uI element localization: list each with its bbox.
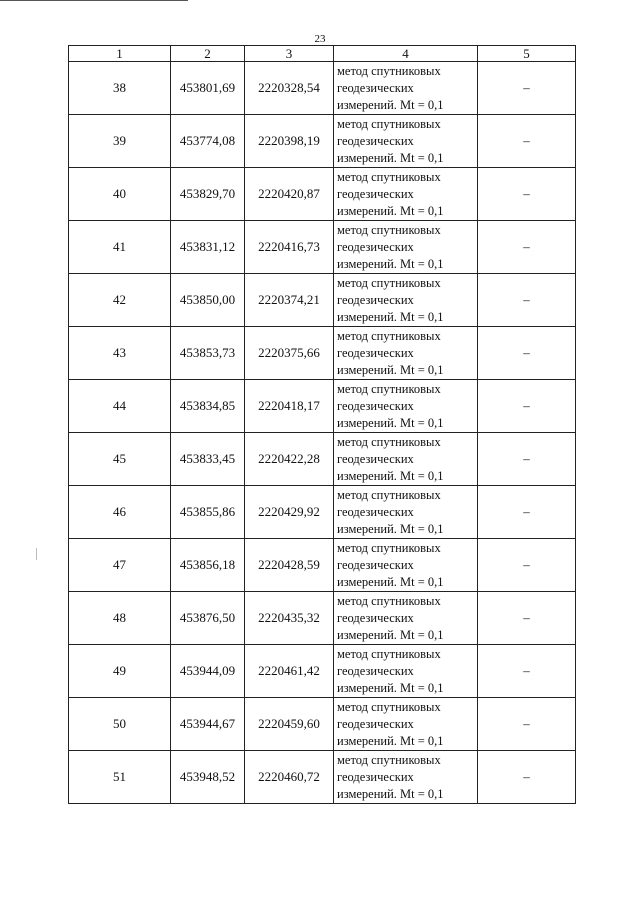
method-text-line: геодезических — [337, 292, 414, 307]
coord-x: 453850,00 — [171, 274, 245, 327]
coord-y: 2220460,72 — [245, 751, 334, 804]
method-cell — [334, 62, 478, 115]
method-cell — [334, 380, 478, 433]
method-cell — [334, 115, 478, 168]
method-text-line: метод спутниковых — [337, 752, 441, 767]
coord-x: 453948,52 — [171, 751, 245, 804]
coord-y: 2220418,17 — [245, 380, 334, 433]
coord-y: 2220416,73 — [245, 221, 334, 274]
point-number: 44 — [69, 380, 171, 433]
method-text-line: измерений. Mt = 0,1 — [337, 521, 444, 536]
table-row — [69, 115, 576, 168]
table-row — [69, 539, 576, 592]
coord-y: 2220429,92 — [245, 486, 334, 539]
method-cell — [334, 751, 478, 804]
method-text-line: измерений. Mt = 0,1 — [337, 309, 444, 324]
note-cell: – — [478, 274, 576, 327]
method-text-line: метод спутниковых — [337, 699, 441, 714]
coord-x: 453853,73 — [171, 327, 245, 380]
coord-y: 2220375,66 — [245, 327, 334, 380]
method-cell — [334, 433, 478, 486]
note-cell: – — [478, 486, 576, 539]
method-text-line: измерений. Mt = 0,1 — [337, 415, 444, 430]
coord-x: 453944,09 — [171, 645, 245, 698]
method-text-line: геодезических — [337, 557, 414, 572]
coord-x: 453774,08 — [171, 115, 245, 168]
method-cell — [334, 539, 478, 592]
table-row — [69, 274, 576, 327]
point-number: 48 — [69, 592, 171, 645]
coord-y: 2220428,59 — [245, 539, 334, 592]
method-text-line: измерений. Mt = 0,1 — [337, 362, 444, 377]
method-text-line: геодезических — [337, 239, 414, 254]
method-text-line: измерений. Mt = 0,1 — [337, 256, 444, 271]
note-cell: – — [478, 115, 576, 168]
method-text-line: геодезических — [337, 769, 414, 784]
coord-y: 2220435,32 — [245, 592, 334, 645]
method-text-line: геодезических — [337, 716, 414, 731]
note-cell: – — [478, 221, 576, 274]
method-cell — [334, 327, 478, 380]
note-cell: – — [478, 698, 576, 751]
table-row — [69, 62, 576, 115]
method-cell — [334, 486, 478, 539]
method-text-line: метод спутниковых — [337, 328, 441, 343]
point-number: 46 — [69, 486, 171, 539]
method-text-line: геодезических — [337, 186, 414, 201]
table-row — [69, 221, 576, 274]
method-cell — [334, 698, 478, 751]
method-text-line: геодезических — [337, 663, 414, 678]
point-number: 47 — [69, 539, 171, 592]
table-row — [69, 698, 576, 751]
point-number: 38 — [69, 62, 171, 115]
header-col-1: 1 — [69, 46, 171, 62]
method-text-line: метод спутниковых — [337, 487, 441, 502]
method-text-line: геодезических — [337, 133, 414, 148]
coord-x: 453944,67 — [171, 698, 245, 751]
note-cell: – — [478, 62, 576, 115]
header-col-2: 2 — [171, 46, 245, 62]
method-text-line: метод спутниковых — [337, 116, 441, 131]
note-cell: – — [478, 433, 576, 486]
coordinates-table — [68, 45, 576, 804]
coord-y: 2220420,87 — [245, 168, 334, 221]
note-cell: – — [478, 539, 576, 592]
table-row — [69, 486, 576, 539]
coord-y: 2220459,60 — [245, 698, 334, 751]
coord-y: 2220328,54 — [245, 62, 334, 115]
point-number: 51 — [69, 751, 171, 804]
method-text-line: метод спутниковых — [337, 275, 441, 290]
table-header — [69, 46, 576, 62]
method-cell — [334, 592, 478, 645]
coord-x: 453856,18 — [171, 539, 245, 592]
page-number: 23 — [314, 33, 326, 45]
header-row — [69, 46, 576, 62]
margin-mark — [36, 548, 37, 560]
method-text-line: метод спутниковых — [337, 593, 441, 608]
table-row — [69, 592, 576, 645]
table-body — [69, 62, 576, 804]
method-text-line: измерений. Mt = 0,1 — [337, 468, 444, 483]
method-text-line: измерений. Mt = 0,1 — [337, 627, 444, 642]
header-col-3: 3 — [245, 46, 334, 62]
method-cell — [334, 221, 478, 274]
method-text-line: измерений. Mt = 0,1 — [337, 203, 444, 218]
coord-x: 453831,12 — [171, 221, 245, 274]
point-number: 40 — [69, 168, 171, 221]
table-row — [69, 751, 576, 804]
method-text-line: метод спутниковых — [337, 63, 441, 78]
method-text-line: метод спутниковых — [337, 540, 441, 555]
point-number: 43 — [69, 327, 171, 380]
point-number: 42 — [69, 274, 171, 327]
note-cell: – — [478, 645, 576, 698]
note-cell: – — [478, 380, 576, 433]
coord-x: 453876,50 — [171, 592, 245, 645]
method-text-line: геодезических — [337, 398, 414, 413]
point-number: 41 — [69, 221, 171, 274]
point-number: 39 — [69, 115, 171, 168]
coord-x: 453801,69 — [171, 62, 245, 115]
coord-y: 2220422,28 — [245, 433, 334, 486]
table-row — [69, 433, 576, 486]
note-cell: – — [478, 592, 576, 645]
method-text-line: метод спутниковых — [337, 646, 441, 661]
method-text-line: геодезических — [337, 80, 414, 95]
method-text-line: метод спутниковых — [337, 381, 441, 396]
coord-y: 2220374,21 — [245, 274, 334, 327]
point-number: 49 — [69, 645, 171, 698]
note-cell: – — [478, 168, 576, 221]
method-text-line: геодезических — [337, 345, 414, 360]
method-text-line: метод спутниковых — [337, 222, 441, 237]
method-text-line: геодезических — [337, 451, 414, 466]
coord-y: 2220398,19 — [245, 115, 334, 168]
table-row — [69, 168, 576, 221]
method-text-line: измерений. Mt = 0,1 — [337, 786, 444, 801]
coord-y: 2220461,42 — [245, 645, 334, 698]
coord-x: 453829,70 — [171, 168, 245, 221]
method-text-line: метод спутниковых — [337, 169, 441, 184]
method-text-line: измерений. Mt = 0,1 — [337, 574, 444, 589]
note-cell: – — [478, 327, 576, 380]
header-col-4: 4 — [334, 46, 478, 62]
table-row — [69, 645, 576, 698]
header-col-5: 5 — [478, 46, 576, 62]
header-rule — [0, 0, 188, 1]
method-text-line: геодезических — [337, 610, 414, 625]
coord-x: 453834,85 — [171, 380, 245, 433]
method-text-line: измерений. Mt = 0,1 — [337, 680, 444, 695]
method-text-line: измерений. Mt = 0,1 — [337, 97, 444, 112]
coord-x: 453833,45 — [171, 433, 245, 486]
point-number: 50 — [69, 698, 171, 751]
table-row — [69, 327, 576, 380]
point-number: 45 — [69, 433, 171, 486]
method-text-line: геодезических — [337, 504, 414, 519]
method-text-line: измерений. Mt = 0,1 — [337, 733, 444, 748]
method-cell — [334, 274, 478, 327]
note-cell: – — [478, 751, 576, 804]
method-text-line: метод спутниковых — [337, 434, 441, 449]
coord-x: 453855,86 — [171, 486, 245, 539]
method-text-line: измерений. Mt = 0,1 — [337, 150, 444, 165]
method-cell — [334, 645, 478, 698]
table-row — [69, 380, 576, 433]
method-cell — [334, 168, 478, 221]
